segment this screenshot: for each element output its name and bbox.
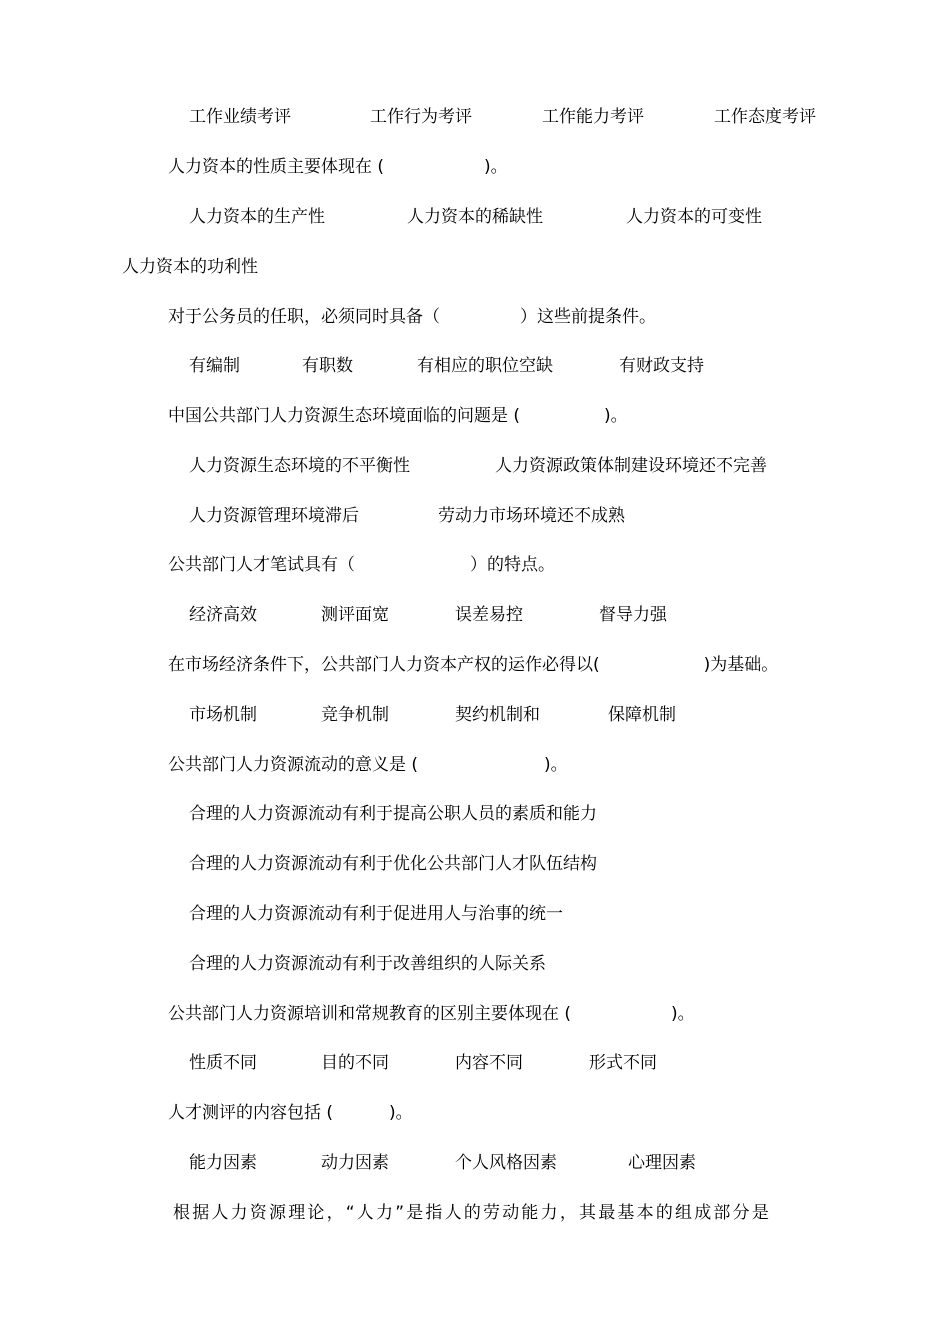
question-text — [168, 1102, 413, 1124]
option-b: 竞争机制 — [321, 705, 389, 725]
question-prefix: 公共部门人力资源流动的意义是 ( — [168, 755, 419, 775]
option-d: 有财政支持 — [619, 356, 704, 376]
question-suffix: )。 — [604, 406, 628, 426]
question-prefix: 公共部门人才笔试具有（ — [168, 555, 355, 575]
option-d: 劳动力市场环境还不成熟 — [438, 506, 625, 526]
question-prefix: 公共部门人力资源培训和常规教育的区别主要体现在 ( — [168, 1004, 572, 1024]
option-a: 市场机制 — [189, 705, 257, 725]
option-a: 能力因素 — [189, 1153, 257, 1173]
option-b: 合理的人力资源流动有利于优化公共部门人才队伍结构 — [189, 854, 597, 874]
option-d: 保障机制 — [608, 705, 676, 725]
option-b: 工作行为考评 — [370, 107, 472, 127]
option-c: 人力资本的可变性 — [626, 207, 762, 227]
option-c: 契约机制和 — [455, 705, 540, 725]
question-text — [168, 1003, 695, 1025]
option-c: 误差易控 — [455, 605, 523, 625]
option-c: 工作能力考评 — [542, 107, 644, 127]
option-c: 个人风格因素 — [455, 1153, 557, 1173]
question-suffix: ）这些前提条件。 — [520, 307, 656, 327]
option-c: 合理的人力资源流动有利于促进用人与治事的统一 — [189, 904, 563, 924]
question-suffix: )。 — [389, 1103, 413, 1123]
option-b: 测评面宽 — [321, 605, 389, 625]
question-suffix: ）的特点。 — [470, 555, 555, 575]
question-text — [168, 554, 555, 576]
question-suffix: )为基础。 — [703, 655, 779, 675]
question-suffix: )。 — [544, 755, 568, 775]
option-a: 工作业绩考评 — [189, 107, 291, 127]
option-b: 动力因素 — [321, 1153, 389, 1173]
option-a: 有编制 — [189, 356, 240, 376]
question-prefix: 人才测评的内容包括 ( — [168, 1103, 334, 1123]
question-text: 根据人力资源理论，“人力”是指人的劳动能力，其最基本的组成部分是 — [173, 1203, 772, 1223]
option-c: 人力资源管理环境滞后 — [189, 506, 359, 526]
question-prefix: 中国公共部门人力资源生态环境面临的问题是 ( — [168, 406, 521, 426]
option-a: 人力资本的生产性 — [189, 207, 325, 227]
question-prefix: 对于公务员的任职，必须同时具备（ — [168, 307, 440, 327]
question-prefix: 人力资本的性质主要体现在 ( — [168, 157, 385, 177]
option-d: 工作态度考评 — [714, 107, 816, 127]
option-a: 人力资源生态环境的不平衡性 — [189, 456, 410, 476]
option-d: 督导力强 — [599, 605, 667, 625]
option-b: 有职数 — [302, 356, 353, 376]
question-suffix: )。 — [671, 1004, 695, 1024]
option-a: 性质不同 — [189, 1053, 257, 1073]
option-b: 人力资本的稀缺性 — [407, 207, 543, 227]
option-d: 形式不同 — [589, 1053, 657, 1073]
question-text — [168, 405, 628, 427]
option-b: 人力资源政策体制建设环境还不完善 — [495, 456, 767, 476]
question-text — [168, 306, 656, 328]
question-suffix: )。 — [484, 157, 508, 177]
option-a: 合理的人力资源流动有利于提高公职人员的素质和能力 — [189, 804, 597, 824]
question-text — [168, 754, 568, 776]
question-prefix: 在市场经济条件下，公共部门人力资本产权的运作必得以( — [168, 655, 600, 675]
question-text — [168, 654, 778, 676]
option-d: 心理因素 — [628, 1153, 696, 1173]
question-text — [168, 156, 508, 178]
option-d: 合理的人力资源流动有利于改善组织的人际关系 — [189, 954, 546, 974]
option-c: 内容不同 — [455, 1053, 523, 1073]
option-c: 有相应的职位空缺 — [417, 356, 553, 376]
option-a: 经济高效 — [189, 605, 257, 625]
option-b: 目的不同 — [321, 1053, 389, 1073]
option-d: 人力资本的功利性 — [122, 257, 258, 277]
